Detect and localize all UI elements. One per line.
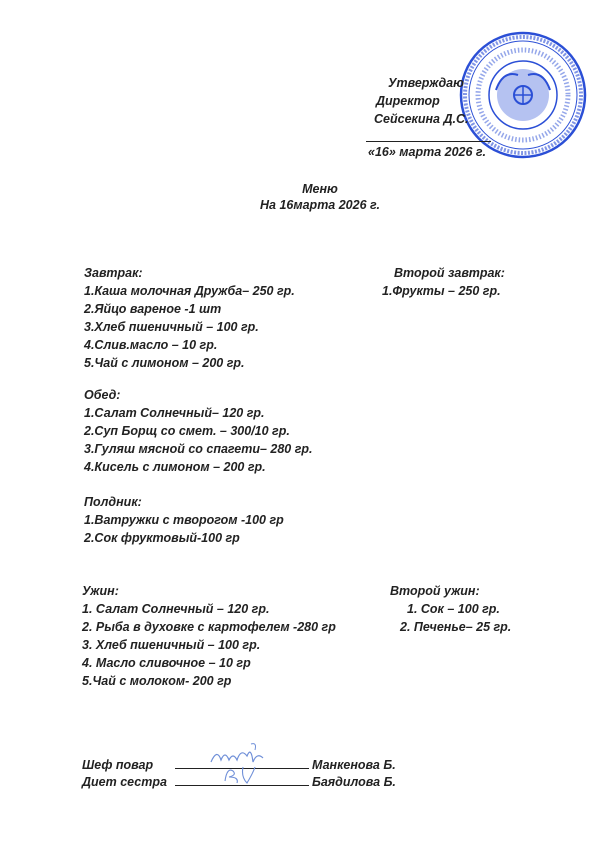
approval-date: «16» марта 2026 г. bbox=[368, 145, 486, 159]
second-dinner-item: 2. Печенье– 25 гр. bbox=[400, 620, 512, 634]
snack-heading: Полдник: bbox=[84, 495, 142, 509]
lunch-item: 4.Кисель с лимоном – 200 гр. bbox=[84, 460, 266, 474]
lunch-item: 1.Салат Солнечный– 120 гр. bbox=[84, 406, 265, 420]
dinner-item: 5.Чай с молоком- 200 гр bbox=[82, 674, 232, 688]
snack-section bbox=[84, 493, 284, 547]
lunch-item: 3.Гуляш мясной со спагети– 280 гр. bbox=[84, 442, 313, 456]
dinner-item: 4. Масло сливочное – 10 гр bbox=[82, 656, 251, 670]
second-dinner-heading: Второй ужин: bbox=[390, 584, 480, 598]
second-breakfast-heading: Второй завтрак: bbox=[394, 266, 505, 280]
breakfast-item: 1.Каша молочная Дружба– 250 гр. bbox=[84, 284, 295, 298]
breakfast-item: 5.Чай с лимоном – 200 гр. bbox=[84, 356, 245, 370]
chef-name: Манкенова Б. bbox=[312, 758, 396, 772]
lunch-section bbox=[84, 386, 313, 476]
nurse-signature bbox=[219, 763, 269, 787]
lunch-heading: Обед: bbox=[84, 388, 121, 402]
menu-date: На 16марта 2026 г. bbox=[260, 198, 380, 212]
second-breakfast-item: 1.Фрукты – 250 гр. bbox=[382, 284, 501, 298]
dinner-heading: Ужин: bbox=[82, 584, 119, 598]
nurse-name: Баядилова Б. bbox=[312, 775, 396, 789]
second-dinner-section bbox=[390, 582, 511, 636]
breakfast-item: 3.Хлеб пшеничный – 100 гр. bbox=[84, 320, 259, 334]
breakfast-item: 2.Яйцо вареное -1 шт bbox=[84, 302, 222, 316]
snack-item: 1.Ватружки с творогом -100 гр bbox=[84, 513, 284, 527]
nurse-signature-row bbox=[82, 773, 396, 791]
breakfast-item: 4.Слив.масло – 10 гр. bbox=[84, 338, 218, 352]
breakfast-heading: Завтрак: bbox=[84, 266, 143, 280]
approval-label: Утверждаю bbox=[388, 76, 464, 90]
director-label: Директор bbox=[376, 94, 440, 108]
dinner-item: 3. Хлеб пшеничный – 100 гр. bbox=[82, 638, 261, 652]
chef-label: Шеф повар bbox=[82, 758, 154, 772]
breakfast-section bbox=[84, 264, 295, 372]
nurse-label: Диет сестра bbox=[82, 775, 167, 789]
snack-item: 2.Сок фруктовый-100 гр bbox=[84, 531, 240, 545]
second-dinner-item: 1. Сок – 100 гр. bbox=[407, 602, 500, 616]
dinner-item: 1. Салат Солнечный – 120 гр. bbox=[82, 602, 270, 616]
approval-line bbox=[366, 141, 491, 142]
dinner-item: 2. Рыба в духовке с картофелем -280 гр bbox=[82, 620, 336, 634]
lunch-item: 2.Суп Борщ со смет. – 300/10 гр. bbox=[84, 424, 290, 438]
nurse-signature-line bbox=[175, 773, 309, 786]
menu-title: Меню bbox=[302, 182, 338, 196]
dinner-section bbox=[82, 582, 336, 690]
director-name: Сейсекина Д.С. bbox=[374, 112, 469, 126]
second-breakfast-section bbox=[382, 264, 505, 300]
